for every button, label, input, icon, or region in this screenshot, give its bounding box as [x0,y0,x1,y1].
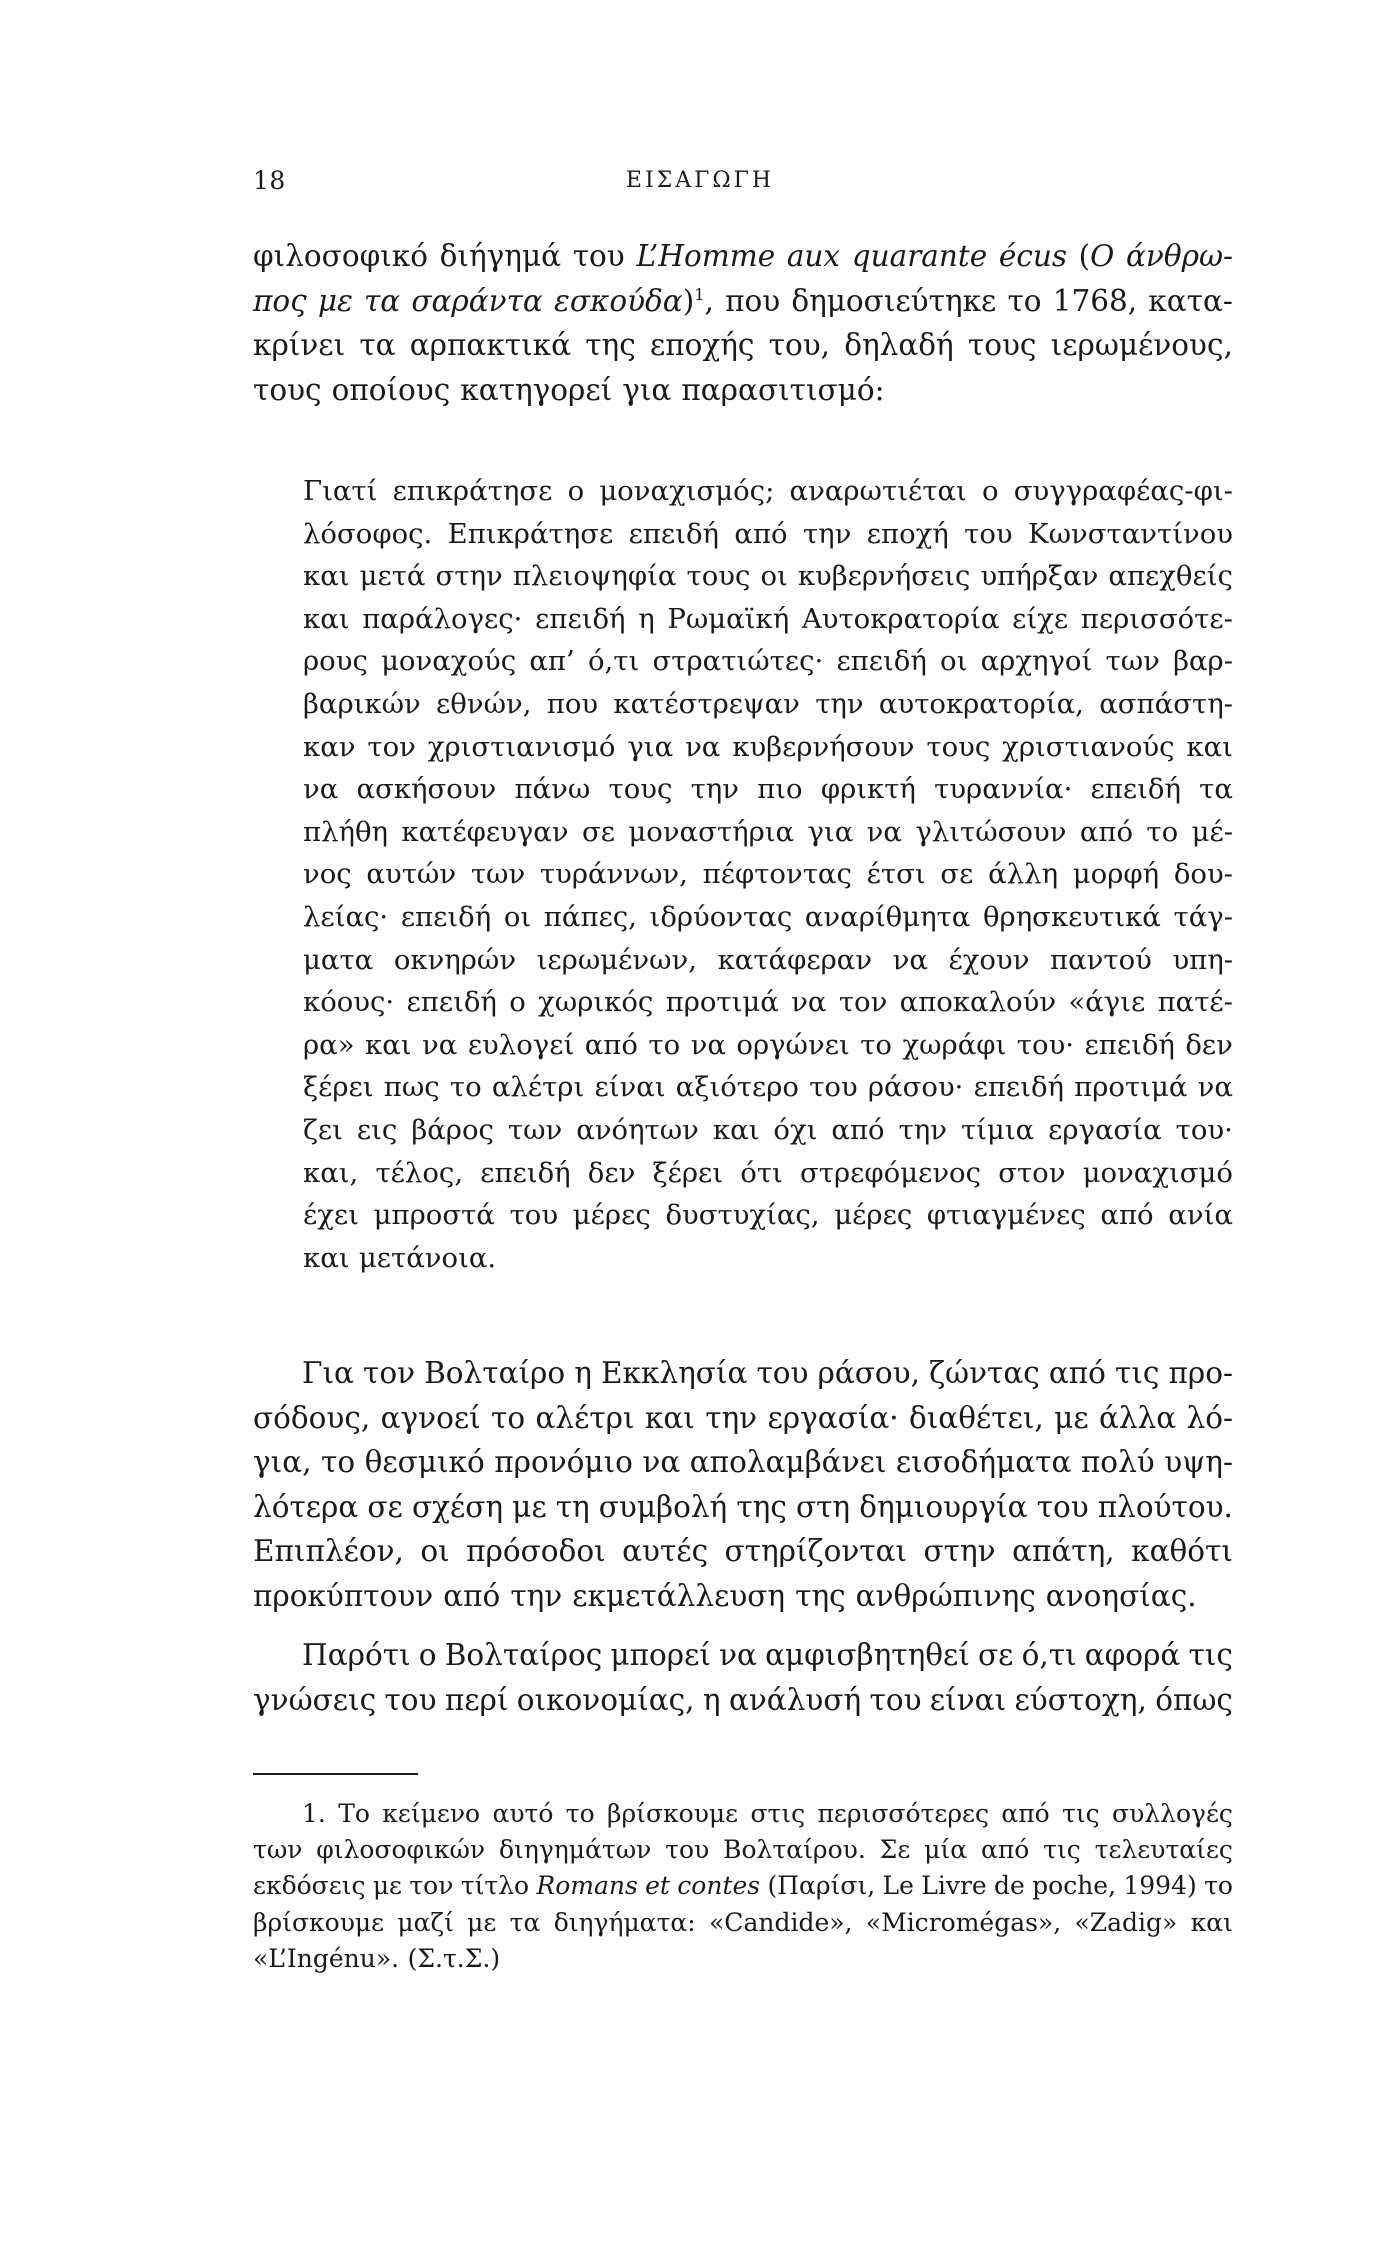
paragraph-2-line: προκύπτουν από την εκμετάλλευση της ανθρώπινης ανοησίας. [253,1579,1197,1613]
paragraph-3-line: Παρότι ο Βολταίρος μπορεί να αμφισβητηθεί σε ό,τι αφορά τις [302,1638,1233,1672]
paragraph-2-line: για, το θεσμικό προνόμιο να απολαμβάνει εισοδήματα πολύ υψη- [253,1445,1233,1480]
quote-line: και μετάνοια. [303,1241,497,1274]
quote-line: έχει μπροστά του μέρες δυστυχίας, μέρες φτιαγμένες από ανία [303,1199,1233,1232]
paragraph-1-line: φιλοσοφικό διήγημά του L’Homme aux quarante écus (Ο άνθρω- [253,239,1233,273]
quote-line: καν τον χριστιανισμό για να κυβερνήσουν τους χριστιανούς και [303,730,1233,763]
quote-line: βαρικών εθνών, που κατέστρεψαν την αυτοκρατορία, ασπάστη- [303,688,1233,720]
quote-line: λείας· επειδή οι πάπες, ιδρύοντας αναρίθμητα θρησκευτικά τάγ- [303,901,1233,933]
footnote-line: εκδόσεις με τον τίτλο Romans et contes (Παρίσι, Le Livre de poche, 1994) το [253,1871,1233,1901]
paragraph-3-line: γνώσεις του περί οικονομίας, η ανάλυσή του είναι εύστοχη, όπως [253,1682,1233,1717]
page-number: 18 [253,166,286,195]
footnote-rule [253,1773,418,1775]
quote-line: Γιατί επικράτησε ο μοναχισμός; αναρωτιέται ο συγγραφέας-φι- [303,475,1233,507]
quote-line: ρα» και να ευλογεί από το να οργώνει το χωράφι του· επειδή δεν [303,1028,1233,1061]
paragraph-1-line: κρίνει τα αρπακτικά της εποχής του, δηλαδή τους ιερωμένους, [253,328,1233,363]
quote-line: κόους· επειδή ο χωρικός προτιμά να τον αποκαλούν «άγιε πατέ- [303,986,1233,1019]
quote-line: και, τέλος, επειδή δεν ξέρει ότι στρεφόμενος στον μοναχισμό [303,1156,1233,1189]
paragraph-2-line: Επιπλέον, οι πρόσοδοι αυτές στηρίζονται στην απάτη, καθότι [253,1534,1233,1569]
quote-line: ματα οκνηρών ιερωμένων, κατάφεραν να έχουν παντού υπη- [303,943,1233,976]
quote-line: ρους μοναχούς απ’ ό,τι στρατιώτες· επειδή οι αρχηγοί των βαρ- [303,645,1233,678]
quote-line: και μετά στην πλειοψηφία τους οι κυβερνήσεις υπήρξαν απεχθείς [303,560,1233,593]
footnote-line: «L’Ingénu». (Σ.τ.Σ.) [253,1943,501,1973]
paragraph-2-line: Για τον Βολταίρο η Εκκλησία του ράσου, ζώντας από τις προ- [302,1356,1233,1390]
footnote-line: βρίσκουμε μαζί με τα διηγήματα: «Candide», «Micromégas», «Zadig» και [253,1907,1233,1937]
quote-line: και παράλογες· επειδή η Ρωμαϊκή Αυτοκρατορία είχε περισσότε- [303,602,1233,635]
footnote-line: των φιλοσοφικών διηγημάτων του Βολταίρου. Σε μία από τις τελευταίες [253,1835,1233,1865]
paragraph-2-line: σόδους, αγνοεί το αλέτρι και την εργασία· διαθέτει, με άλλα λό- [253,1400,1233,1435]
quote-line: να ασκήσουν πάνω τους την πιο φρικτή τυραννία· επειδή τα [303,773,1233,806]
quote-line: πλήθη κατέφευγαν σε μοναστήρια για να γλιτώσουν από το μέ- [303,815,1233,848]
quote-line: ξέρει πως το αλέτρι είναι αξιότερο του ράσου· επειδή προτιμά να [303,1071,1233,1104]
quote-line: λόσοφος. Επικράτησε επειδή από την εποχή του Κωνσταντίνου [303,517,1233,550]
running-head: ΕΙΣΑΓΩΓΗ [625,168,775,193]
paragraph-1-line: τους οποίους κατηγορεί για παρασιτισμό: [253,372,885,407]
footnote-line: 1. Το κείμενο αυτό το βρίσκουμε στις περισσότερες από τις συλλογές [302,1799,1233,1828]
quote-line: νος αυτών των τυράννων, πέφτοντας έτσι σε άλλη μορφή δου- [303,858,1233,891]
quote-line: ζει εις βάρος των ανόητων και όχι από την τίμια εργασία του· [303,1114,1233,1146]
paragraph-2-line: λότερα σε σχέση με τη συμβολή της στη δημιουργία του πλούτου. [253,1489,1233,1524]
paragraph-1-line: πος με τα σαράντα εσκούδα)$^1$, που δημοσιεύτηκε το 1768, κατα- [253,283,1233,318]
